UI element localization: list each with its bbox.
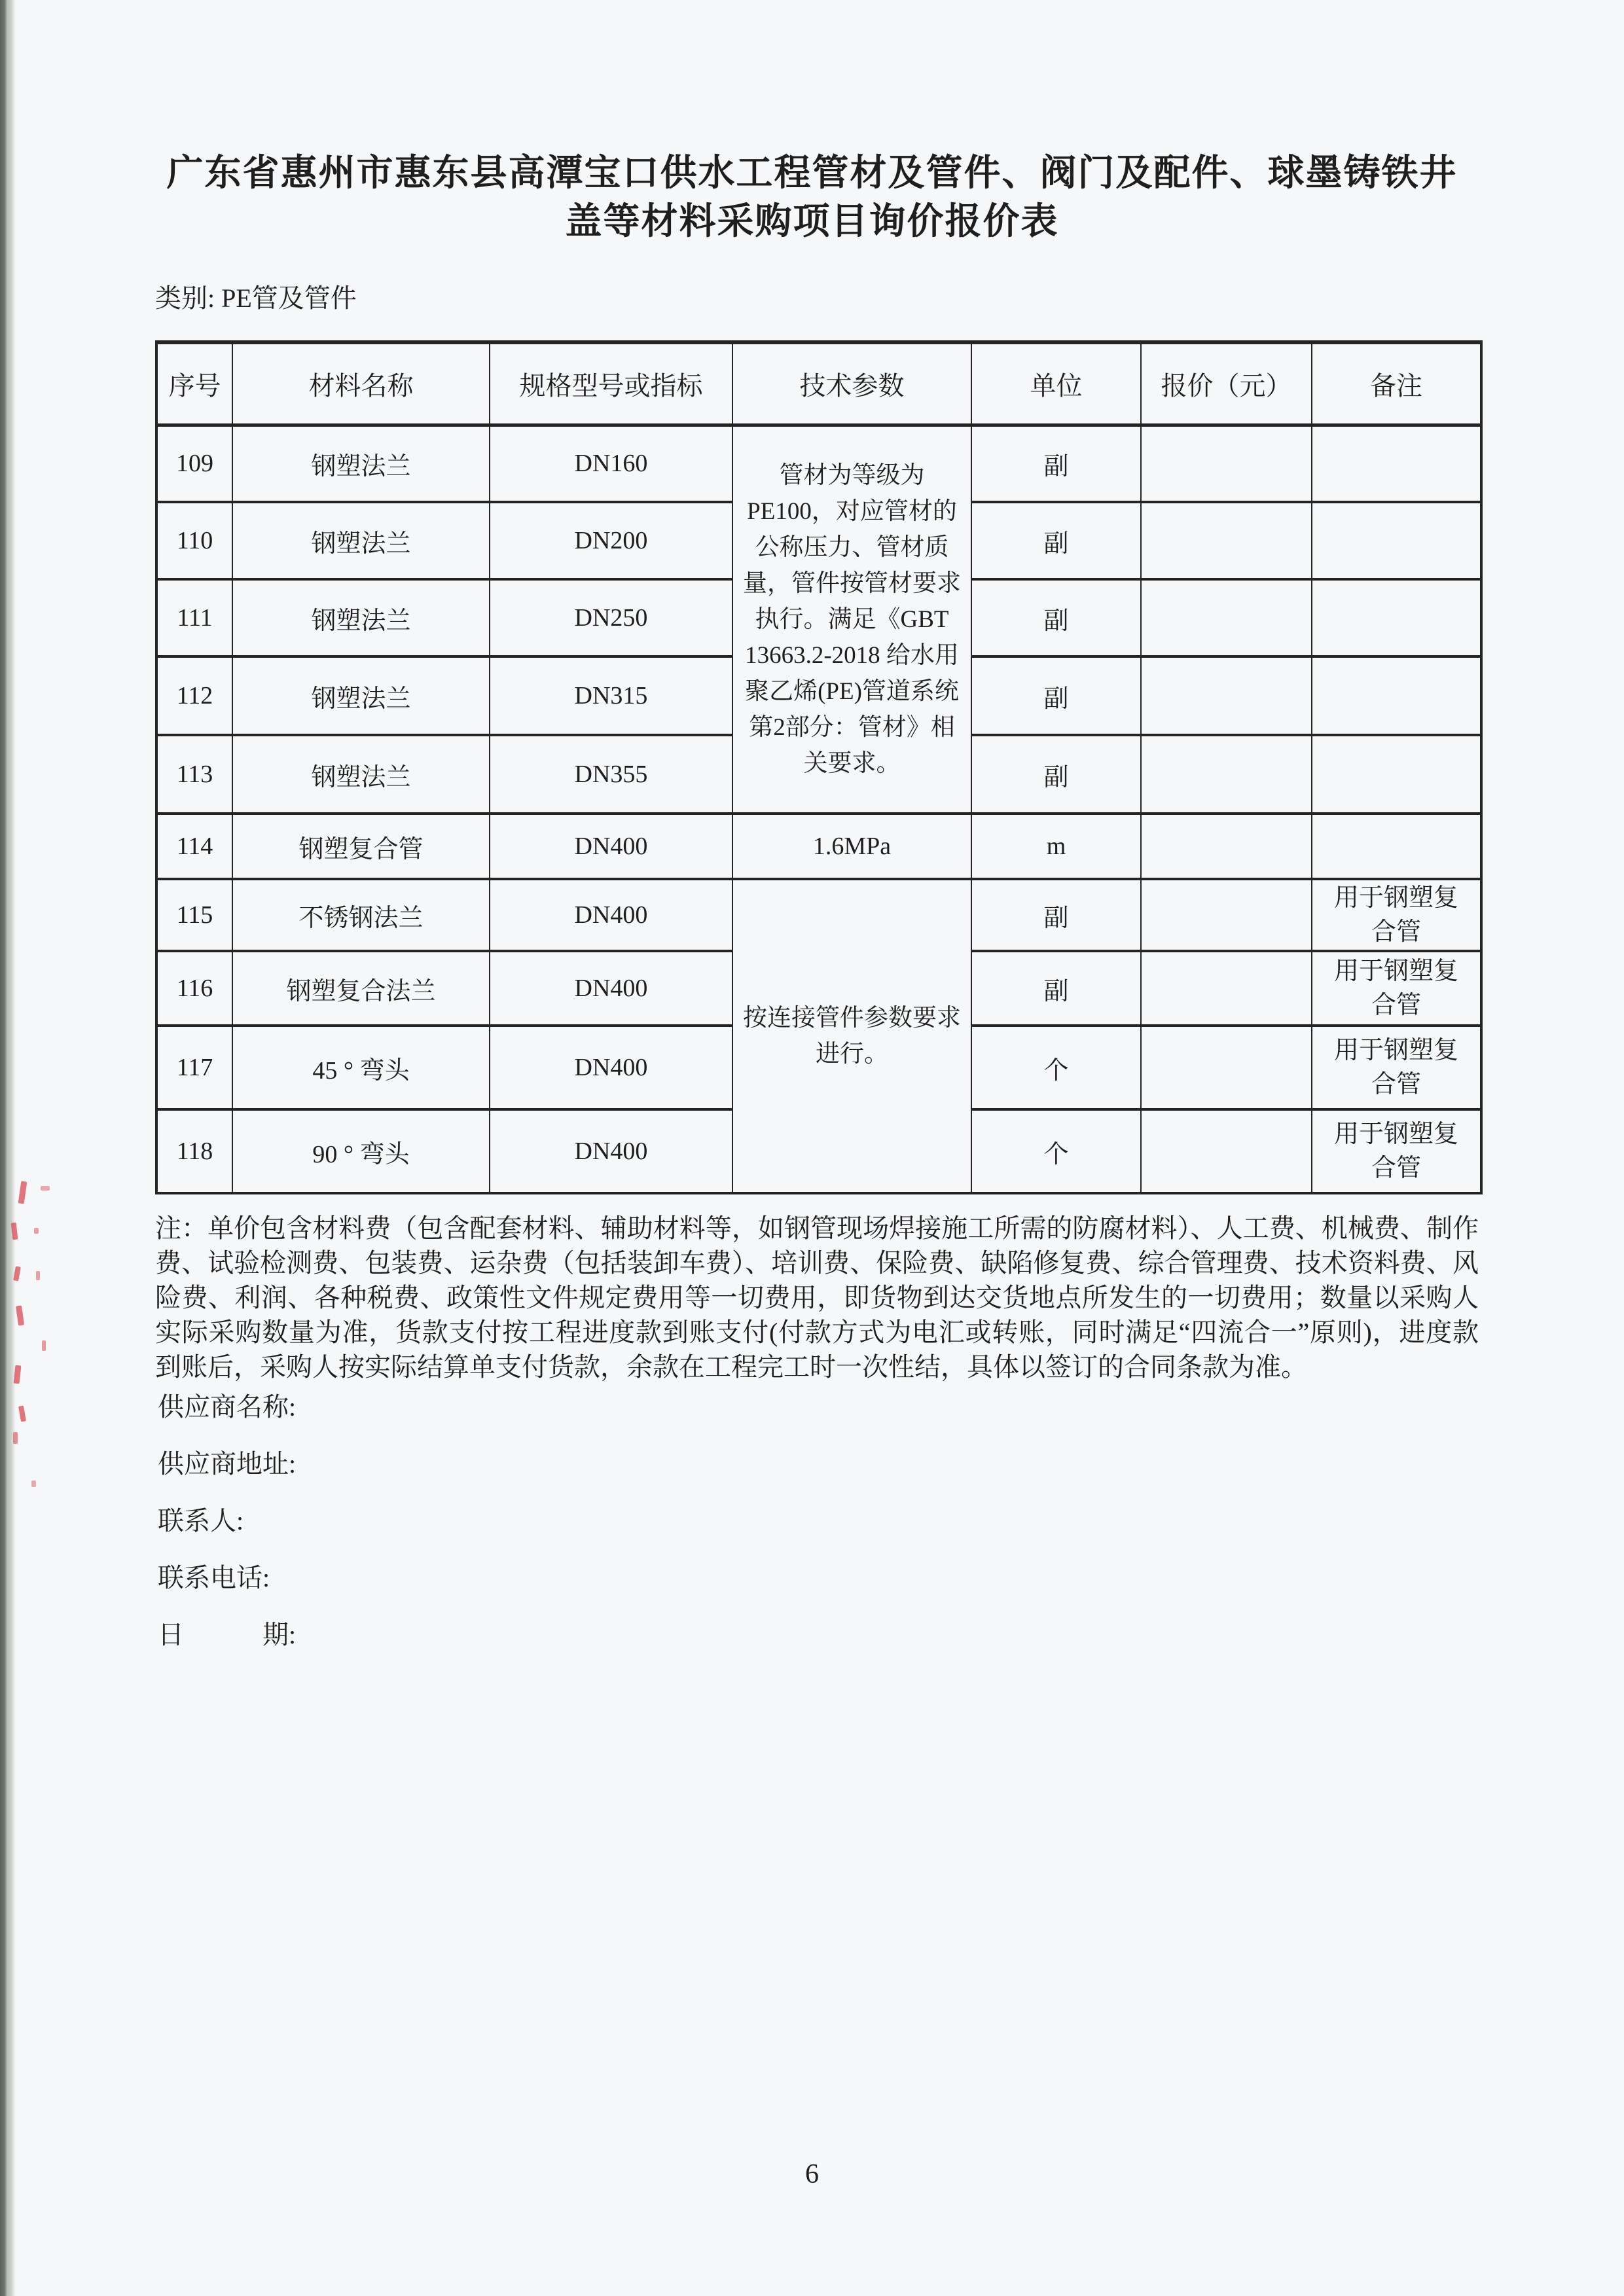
cell-seq: 112 bbox=[156, 656, 232, 735]
cell-tech-merged: 按连接管件参数要求进行。 bbox=[732, 879, 971, 1193]
cell-remark bbox=[1312, 656, 1481, 735]
cell-unit: 副 bbox=[971, 951, 1141, 1026]
date-label: 日 期: bbox=[158, 1620, 297, 1649]
contact-phone-label: 联系电话: bbox=[158, 1563, 270, 1592]
cell-remark: 用于钢塑复合管 bbox=[1312, 951, 1481, 1026]
red-pen-mark bbox=[13, 1432, 18, 1444]
category-label: 类别: PE管及管件 bbox=[155, 283, 357, 313]
cell-price bbox=[1141, 656, 1312, 735]
cell-price bbox=[1141, 951, 1312, 1026]
red-pen-mark bbox=[36, 1271, 40, 1280]
scan-edge-shadow bbox=[0, 0, 16, 2296]
red-pen-mark bbox=[16, 1306, 24, 1326]
table-row bbox=[156, 879, 1481, 951]
cell-name: 钢塑法兰 bbox=[232, 502, 490, 579]
table-row bbox=[156, 814, 1481, 879]
cell-tech-merged: 管材为等级为PE100，对应管材的公称压力、管材质量，管件按管材要求执行。满足《GBT 13663.2-2018 给水用聚乙烯(PE)管道系统第2部分：管材》相关要求。 bbox=[732, 425, 971, 814]
cell-tech: 1.6MPa bbox=[732, 814, 971, 879]
cell-spec: DN355 bbox=[490, 735, 732, 814]
cell-remark bbox=[1312, 579, 1481, 656]
cell-unit: 副 bbox=[971, 656, 1141, 735]
cell-unit: 副 bbox=[971, 425, 1141, 502]
cell-price bbox=[1141, 814, 1312, 879]
cell-seq: 110 bbox=[156, 502, 232, 579]
cell-remark bbox=[1312, 735, 1481, 814]
cell-spec: DN315 bbox=[490, 656, 732, 735]
page-title-line1: 广东省惠州市惠东县高潭宝口供水工程管材及管件、阀门及配件、球墨铸铁井 bbox=[166, 153, 1458, 194]
col-header-price: 报价（元） bbox=[1141, 342, 1312, 425]
cell-spec: DN250 bbox=[490, 579, 732, 656]
col-header-seq: 序号 bbox=[156, 342, 232, 425]
cell-name: 钢塑法兰 bbox=[232, 656, 490, 735]
supplier-name-label: 供应商名称: bbox=[158, 1392, 297, 1422]
red-pen-mark bbox=[18, 1405, 26, 1422]
cell-remark: 用于钢塑复合管 bbox=[1312, 1026, 1481, 1109]
cell-remark: 用于钢塑复合管 bbox=[1312, 1109, 1481, 1193]
cell-spec: DN200 bbox=[490, 502, 732, 579]
red-pen-mark bbox=[18, 1181, 27, 1204]
page-title-line2: 盖等材料采购项目询价报价表 bbox=[565, 202, 1059, 242]
cell-seq: 111 bbox=[156, 579, 232, 656]
cell-unit: 副 bbox=[971, 579, 1141, 656]
cell-price bbox=[1141, 425, 1312, 502]
quotation-table bbox=[155, 340, 1483, 1194]
cell-spec: DN400 bbox=[490, 814, 732, 879]
cell-price bbox=[1141, 502, 1312, 579]
cell-name: 45 ° 弯头 bbox=[232, 1026, 490, 1109]
cell-name: 不锈钢法兰 bbox=[232, 879, 490, 951]
col-header-name: 材料名称 bbox=[232, 342, 490, 425]
cell-remark bbox=[1312, 425, 1481, 502]
red-pen-mark bbox=[31, 1480, 36, 1487]
cell-spec: DN160 bbox=[490, 425, 732, 502]
cell-spec: DN400 bbox=[490, 1026, 732, 1109]
cell-unit: 副 bbox=[971, 502, 1141, 579]
cell-seq: 113 bbox=[156, 735, 232, 814]
cell-name: 钢塑复合管 bbox=[232, 814, 490, 879]
cell-unit: 个 bbox=[971, 1109, 1141, 1193]
cell-seq: 114 bbox=[156, 814, 232, 879]
cell-unit: 副 bbox=[971, 879, 1141, 951]
red-pen-mark bbox=[41, 1186, 50, 1191]
red-pen-mark bbox=[34, 1228, 39, 1234]
cell-seq: 118 bbox=[156, 1109, 232, 1193]
cell-spec: DN400 bbox=[490, 951, 732, 1026]
cell-seq: 117 bbox=[156, 1026, 232, 1109]
cell-remark bbox=[1312, 814, 1481, 879]
col-header-remark: 备注 bbox=[1312, 342, 1481, 425]
col-header-spec: 规格型号或指标 bbox=[490, 342, 732, 425]
cell-remark: 用于钢塑复合管 bbox=[1312, 879, 1481, 951]
cell-unit: m bbox=[971, 814, 1141, 879]
cell-seq: 109 bbox=[156, 425, 232, 502]
col-header-tech: 技术参数 bbox=[732, 342, 971, 425]
cell-name: 钢塑法兰 bbox=[232, 735, 490, 814]
page-number: 6 bbox=[805, 2159, 819, 2189]
cell-spec: DN400 bbox=[490, 1109, 732, 1193]
cell-remark bbox=[1312, 502, 1481, 579]
cell-spec: DN400 bbox=[490, 879, 732, 951]
page-title bbox=[79, 149, 1545, 246]
col-header-unit: 单位 bbox=[971, 342, 1141, 425]
contact-person-label: 联系人: bbox=[158, 1506, 244, 1535]
cell-price bbox=[1141, 579, 1312, 656]
supplier-info-block bbox=[158, 1386, 296, 1671]
cell-price bbox=[1141, 879, 1312, 951]
cell-name: 钢塑复合法兰 bbox=[232, 951, 490, 1026]
table-header-row bbox=[156, 342, 1481, 425]
red-pen-mark bbox=[14, 1365, 22, 1384]
cell-unit: 副 bbox=[971, 735, 1141, 814]
cell-name: 钢塑法兰 bbox=[232, 425, 490, 502]
cell-unit: 个 bbox=[971, 1026, 1141, 1109]
supplier-address-label: 供应商地址: bbox=[158, 1449, 297, 1479]
notes-paragraph: 注：单价包含材料费（包含配套材料、辅助材料等，如钢管现场焊接施工所需的防腐材料）、人工费、机械费、制作费、试验检测费、包装费、运杂费（包括装卸车费）、培训费、保险费、缺陷修复费、综合管理费、技术资料费、风险费、利润、各种税费、政策性文件规定费用等一切费用，即货物到达交货地点所发生的一切费用；数量以采购人实际采购数量为准，货款支付按工程进度款到账支付(付款方式为电汇或转账，同时满足“四流合一”原则)，进度款到账后，采购人按实际结算单支付货款，余款在工程完工时一次性结，具体以签订的合同条款为准。 bbox=[155, 1213, 1479, 1382]
cell-name: 钢塑法兰 bbox=[232, 579, 490, 656]
red-pen-mark bbox=[11, 1223, 18, 1240]
cell-price bbox=[1141, 1026, 1312, 1109]
cell-seq: 116 bbox=[156, 951, 232, 1026]
cell-seq: 115 bbox=[156, 879, 232, 951]
cell-name: 90 ° 弯头 bbox=[232, 1109, 490, 1193]
red-pen-mark bbox=[42, 1340, 46, 1351]
table-row bbox=[156, 425, 1481, 502]
cell-price bbox=[1141, 735, 1312, 814]
cell-price bbox=[1141, 1109, 1312, 1193]
